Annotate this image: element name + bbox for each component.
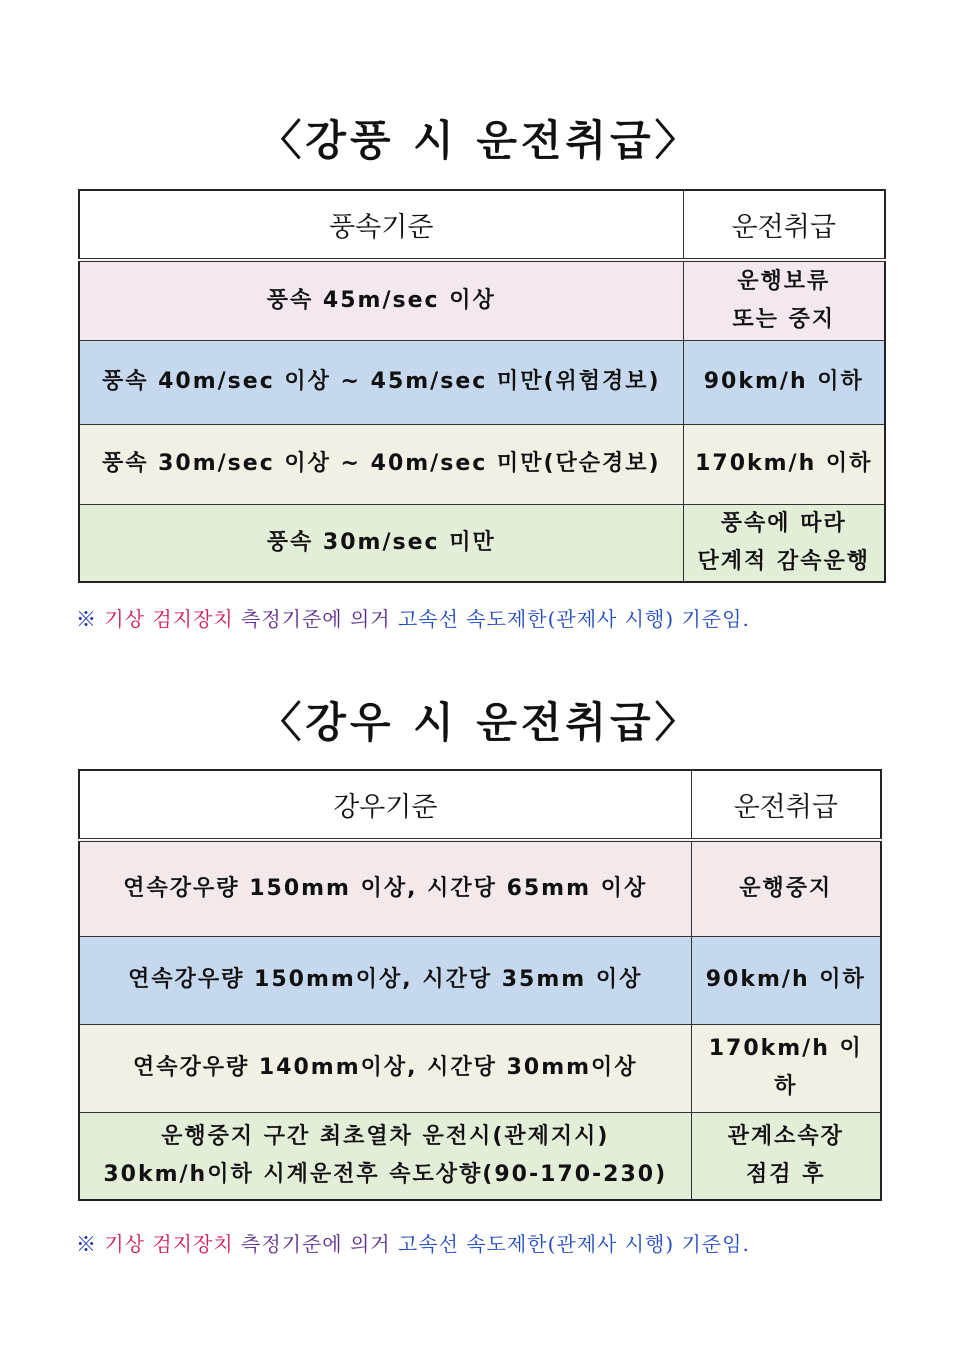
table-row bbox=[79, 340, 885, 424]
reference-mark: ※ bbox=[76, 1232, 97, 1256]
criteria-line: 연속강우량 150mm 이상, 시간당 65mm 이상 bbox=[123, 875, 648, 901]
table-row bbox=[79, 1024, 881, 1112]
footnote-part2: 측정기준에 의거 bbox=[241, 1232, 391, 1256]
criteria-line: 30km/h이하 시계운전후 속도상향(90-170-230) bbox=[103, 1161, 668, 1187]
rain-action-cell bbox=[691, 936, 881, 1024]
action-line: 90km/h 이하 bbox=[703, 369, 864, 394]
footnote-part1: 기상 검지장치 bbox=[104, 607, 234, 631]
wind-action-cell bbox=[683, 424, 885, 504]
action-line: 170km/h 이하 bbox=[695, 451, 873, 476]
wind-criteria-cell: 풍속 45m/sec 이상 bbox=[79, 260, 683, 340]
action-line: 170km/h 이하 bbox=[708, 1036, 863, 1099]
wind-action-cell bbox=[683, 260, 885, 340]
table-row bbox=[79, 936, 881, 1024]
wind-action-cell bbox=[683, 504, 885, 582]
wind-section-title: 〈강풍 시 운전취급〉 bbox=[259, 116, 701, 165]
wind-header-action: 운전취급 bbox=[683, 190, 885, 260]
table-row bbox=[79, 1112, 881, 1200]
wind-header-row bbox=[79, 190, 885, 260]
footnote-part2: 측정기준에 의거 bbox=[241, 607, 391, 631]
action-line: 90km/h 이하 bbox=[705, 967, 866, 992]
wind-criteria-cell: 풍속 30m/sec 이상 ~ 40m/sec 미만(단순경보) bbox=[79, 424, 683, 504]
table-row bbox=[79, 840, 881, 936]
criteria-line: 연속강우량 150mm이상, 시간당 35mm 이상 bbox=[128, 967, 643, 992]
rain-criteria-cell bbox=[79, 1112, 691, 1200]
wind-table bbox=[78, 189, 886, 583]
wind-criteria-cell: 풍속 30m/sec 미만 bbox=[79, 504, 683, 582]
table-row bbox=[79, 504, 885, 582]
rain-criteria-cell bbox=[79, 936, 691, 1024]
criteria-line: 운행중지 구간 최초열차 운전시(관제지시) bbox=[161, 1123, 610, 1149]
footnote-part3: 고속선 속도제한(관제사 시행) 기준임. bbox=[397, 1232, 750, 1256]
action-line: 관계소속장 bbox=[727, 1123, 844, 1149]
action-line: 운행중지 bbox=[739, 875, 833, 901]
rain-header-criteria: 강우기준 bbox=[79, 770, 691, 840]
rain-criteria-cell bbox=[79, 840, 691, 936]
criteria-line: 연속강우량 140mm이상, 시간당 30mm이상 bbox=[132, 1055, 638, 1080]
wind-action-cell bbox=[683, 340, 885, 424]
rain-header-row bbox=[79, 770, 881, 840]
rain-action-cell bbox=[691, 840, 881, 936]
action-line: 단계적 감속운행 bbox=[697, 548, 870, 574]
rain-section-title: 〈강우 시 운전취급〉 bbox=[259, 698, 701, 747]
footnote-part3: 고속선 속도제한(관제사 시행) 기준임. bbox=[397, 607, 750, 631]
action-line: 운행보류 bbox=[737, 268, 831, 294]
wind-footnote bbox=[76, 603, 750, 632]
rain-header-action: 운전취급 bbox=[691, 770, 881, 840]
action-line: 풍속에 따라 bbox=[720, 510, 847, 536]
rain-action-cell bbox=[691, 1112, 881, 1200]
action-line: 또는 중지 bbox=[732, 306, 836, 332]
rain-table bbox=[78, 769, 882, 1201]
table-row bbox=[79, 424, 885, 504]
table-row bbox=[79, 260, 885, 340]
rain-criteria-cell bbox=[79, 1024, 691, 1112]
wind-criteria-cell: 풍속 40m/sec 이상 ~ 45m/sec 미만(위험경보) bbox=[79, 340, 683, 424]
rain-action-cell bbox=[691, 1024, 881, 1112]
footnote-part1: 기상 검지장치 bbox=[104, 1232, 234, 1256]
rain-footnote bbox=[76, 1228, 750, 1257]
action-line: 점검 후 bbox=[746, 1161, 826, 1187]
wind-header-criteria: 풍속기준 bbox=[79, 190, 683, 260]
reference-mark: ※ bbox=[76, 607, 97, 631]
